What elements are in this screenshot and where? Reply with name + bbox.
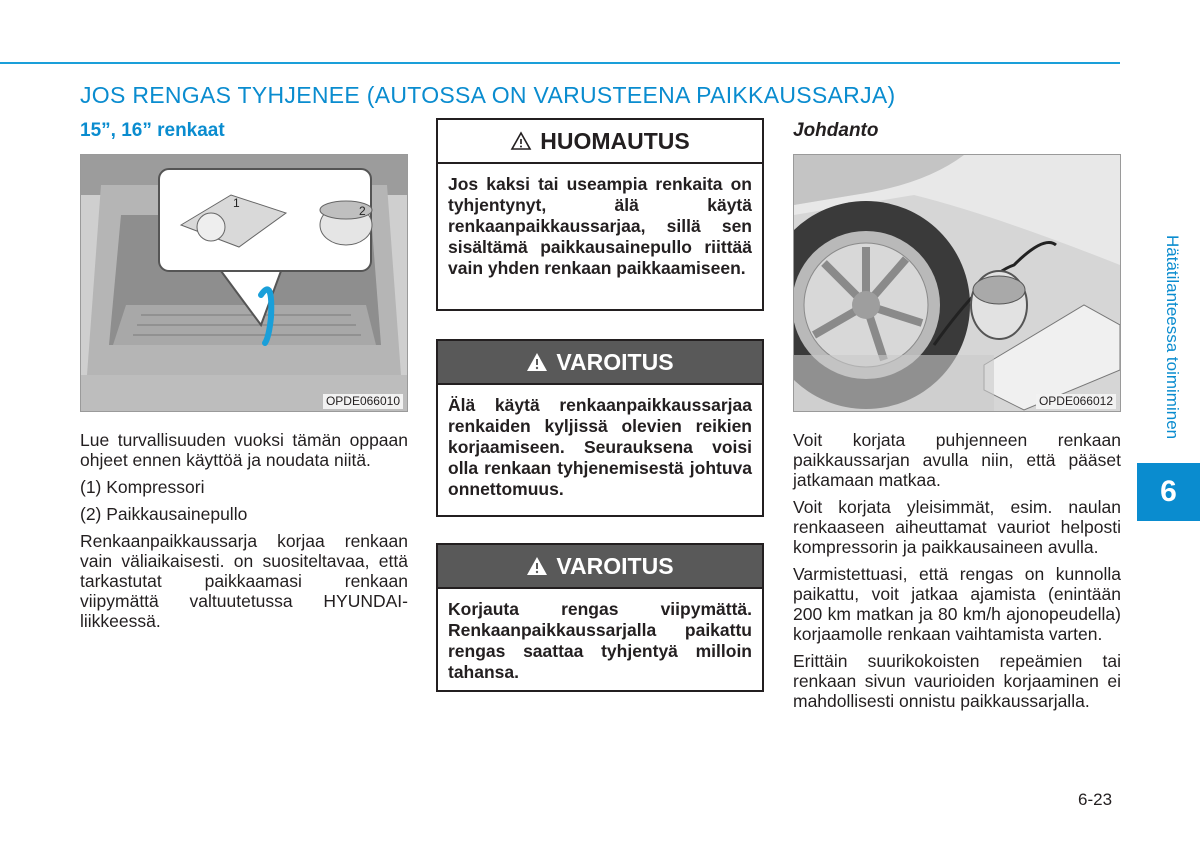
right-text: [793, 430, 1121, 711]
trunk-illustration: [81, 155, 407, 411]
right-column: [793, 118, 1121, 718]
notice-text: Jos kaksi tai useampia renkaita on tyhjentynyt, älä käytä renkaanpaikkaussarjaa, sillä sen sisältämä paikkausainepullo riittää vain yhden renkaan paikkaamiseen.: [448, 174, 752, 278]
middle-column: [436, 118, 764, 692]
repair-paragraph: Voit korjata puhjenneen renkaan paikkaussarjan avulla niin, että pääset jatkamaan matkaa.: [793, 430, 1121, 490]
left-subheading: 15”, 16” renkaat: [80, 120, 225, 141]
warning-box-1: [436, 339, 764, 517]
chapter-number-tab: 6: [1137, 463, 1200, 521]
wheel-figure: [793, 154, 1121, 412]
intro-paragraph: Lue turvallisuuden vuoksi tämän oppaan ohjeet ennen käyttöä ja noudata niitä.: [80, 430, 408, 470]
warning-header-1: [438, 341, 762, 385]
warning-triangle-icon: [526, 352, 548, 372]
warning-heading-1: VAROITUS: [556, 348, 674, 375]
section-title: JOS RENGAS TYHJENEE (AUTOSSA ON VARUSTEENA PAIKKAUSSARJA): [80, 82, 896, 108]
item-sealant-bottle: (2) Paikkausainepullo: [80, 504, 248, 524]
large-damage-paragraph: Erittäin suurikokoisten repeämien tai renkaan sivun vaurioiden korjaaminen ei mahdollisesti onnistu paikkaussarjalla.: [793, 651, 1121, 711]
left-column: [80, 118, 408, 638]
figure-code: OPDE066010: [323, 394, 403, 409]
warning-text-2: Korjauta rengas viipymättä. Renkaanpaikkaussarjalla paikattu rengas saattaa tyhjentyä milloin tahansa.: [448, 599, 752, 682]
warning-box-2: [436, 543, 764, 692]
driving-limits-paragraph: Varmistettuasi, että rengas on kunnolla paikattu, voit jatkaa ajamista (enintään 200 km matkan ja 80 km/h ajonopeudella) korjaamolle renkaan vaihtamista varten.: [793, 564, 1121, 644]
item-compressor: (1) Kompressori: [80, 477, 205, 497]
callout-label-1: 1: [233, 196, 240, 210]
temporary-repair-paragraph: Renkaanpaikkaussarja korjaa renkaan vain väliaikaisesti. on suositeltavaa, että tarkastutat paikkaamasi renkaan viipymättä valtuutetussa HYUNDAI-liikkeessä.: [80, 531, 408, 631]
left-text: [80, 430, 408, 631]
header-rule: [0, 62, 1120, 64]
warning-heading-2: VAROITUS: [556, 552, 674, 579]
common-damage-paragraph: Voit korjata yleisimmät, esim. naulan renkaaseen aiheuttamat vauriot helposti kompressorin ja paikkausaineen avulla.: [793, 497, 1121, 557]
trunk-figure: [80, 154, 408, 412]
warning-text-1: Älä käytä renkaanpaikkaussarjaa renkaiden kyljissä olevien reikien korjaamiseen. Seurauksena voisi olla renkaan tyhjenemisestä johtuva onnettomuus.: [448, 395, 752, 499]
chapter-side-label: Hätätilanteessa toimiminen: [1163, 235, 1182, 440]
right-subheading: Johdanto: [793, 120, 879, 141]
notice-header: [438, 120, 762, 164]
figure-code: OPDE066012: [1036, 394, 1116, 409]
warning-triangle-icon: [526, 556, 548, 576]
notice-box: [436, 118, 764, 311]
wheel-compressor-illustration: [794, 155, 1120, 411]
caution-triangle-icon: [510, 131, 532, 151]
callout-label-2: 2: [359, 204, 366, 218]
warning-header-2: [438, 545, 762, 589]
notice-heading: HUOMAUTUS: [540, 127, 690, 154]
page-number: 6-23: [1078, 790, 1113, 809]
